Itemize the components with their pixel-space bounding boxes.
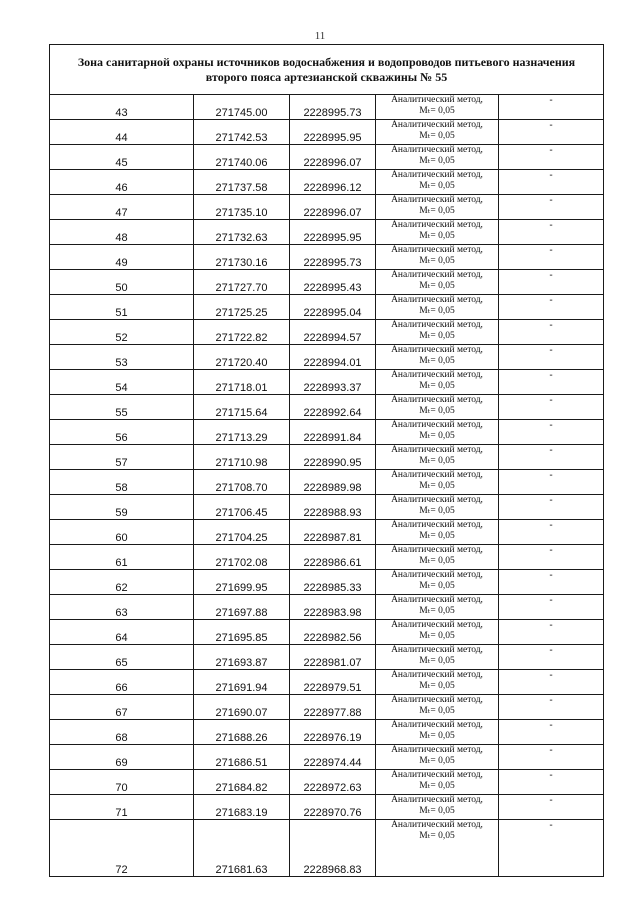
coordinate-y: 2228986.61 — [290, 545, 376, 570]
table-row — [50, 95, 604, 120]
method-name: Аналитический метод, — [391, 470, 483, 480]
method-name: Аналитический метод, — [391, 620, 483, 630]
coordinate-x: 271704.25 — [194, 520, 290, 545]
method-name: Аналитический метод, — [391, 670, 483, 680]
table-row — [50, 770, 604, 795]
table-row — [50, 570, 604, 595]
method-cell — [376, 770, 499, 795]
method-accuracy: Mₜ= 0,05 — [419, 506, 455, 516]
method-cell — [376, 645, 499, 670]
method-cell — [376, 570, 499, 595]
method-accuracy: Mₜ= 0,05 — [419, 381, 455, 391]
coordinate-x: 271681.63 — [194, 820, 290, 877]
coordinates-table — [49, 44, 604, 877]
coordinate-y: 2228996.12 — [290, 170, 376, 195]
accuracy-cell: - — [499, 545, 604, 570]
coordinate-x: 271695.85 — [194, 620, 290, 645]
table-row — [50, 670, 604, 695]
coordinate-y: 2228991.84 — [290, 420, 376, 445]
accuracy-cell: - — [499, 595, 604, 620]
method-accuracy: Mₜ= 0,05 — [419, 406, 455, 416]
point-number: 50 — [50, 270, 194, 295]
method-name: Аналитический метод, — [391, 545, 483, 555]
table-row — [50, 645, 604, 670]
method-cell — [376, 695, 499, 720]
method-name: Аналитический метод, — [391, 120, 483, 130]
accuracy-cell: - — [499, 345, 604, 370]
method-cell — [376, 270, 499, 295]
method-cell — [376, 395, 499, 420]
coordinate-x: 271683.19 — [194, 795, 290, 820]
method-name: Аналитический метод, — [391, 220, 483, 230]
page-number: 11 — [314, 30, 326, 42]
table-row — [50, 345, 604, 370]
accuracy-cell: - — [499, 195, 604, 220]
coordinate-x: 271688.26 — [194, 720, 290, 745]
method-name: Аналитический метод, — [391, 495, 483, 505]
table-row — [50, 820, 604, 877]
accuracy-cell: - — [499, 795, 604, 820]
accuracy-cell: - — [499, 645, 604, 670]
method-cell — [376, 445, 499, 470]
point-number: 53 — [50, 345, 194, 370]
table-row — [50, 745, 604, 770]
table-row — [50, 545, 604, 570]
point-number: 45 — [50, 145, 194, 170]
table-row — [50, 495, 604, 520]
method-cell — [376, 795, 499, 820]
method-name: Аналитический метод, — [391, 195, 483, 205]
point-number: 47 — [50, 195, 194, 220]
table-title-row — [50, 45, 604, 95]
table-row — [50, 720, 604, 745]
method-cell — [376, 620, 499, 645]
table-row — [50, 145, 604, 170]
method-cell — [376, 170, 499, 195]
table-row — [50, 695, 604, 720]
point-number: 58 — [50, 470, 194, 495]
accuracy-cell: - — [499, 445, 604, 470]
method-cell — [376, 820, 499, 877]
method-accuracy: Mₜ= 0,05 — [419, 581, 455, 591]
method-name: Аналитический метод, — [391, 720, 483, 730]
method-cell — [376, 145, 499, 170]
point-number: 52 — [50, 320, 194, 345]
accuracy-cell: - — [499, 520, 604, 545]
method-accuracy: Mₜ= 0,05 — [419, 106, 455, 116]
coordinate-y: 2228989.98 — [290, 470, 376, 495]
coordinate-y: 2228972.63 — [290, 770, 376, 795]
method-accuracy: Mₜ= 0,05 — [419, 806, 455, 816]
table-row — [50, 620, 604, 645]
method-cell — [376, 495, 499, 520]
method-accuracy: Mₜ= 0,05 — [419, 206, 455, 216]
point-number: 51 — [50, 295, 194, 320]
method-accuracy: Mₜ= 0,05 — [419, 706, 455, 716]
coordinate-y: 2228983.98 — [290, 595, 376, 620]
coordinate-x: 271693.87 — [194, 645, 290, 670]
accuracy-cell: - — [499, 770, 604, 795]
coordinate-x: 271686.51 — [194, 745, 290, 770]
accuracy-cell: - — [499, 220, 604, 245]
method-accuracy: Mₜ= 0,05 — [419, 556, 455, 566]
method-accuracy: Mₜ= 0,05 — [419, 156, 455, 166]
coordinate-x: 271725.25 — [194, 295, 290, 320]
coordinate-y: 2228977.88 — [290, 695, 376, 720]
method-cell — [376, 245, 499, 270]
coordinate-x: 271722.82 — [194, 320, 290, 345]
method-cell — [376, 470, 499, 495]
point-number: 72 — [50, 820, 194, 877]
point-number: 59 — [50, 495, 194, 520]
method-name: Аналитический метод, — [391, 370, 483, 380]
method-accuracy: Mₜ= 0,05 — [419, 431, 455, 441]
method-accuracy: Mₜ= 0,05 — [419, 231, 455, 241]
coordinate-y: 2228968.83 — [290, 820, 376, 877]
method-accuracy: Mₜ= 0,05 — [419, 781, 455, 791]
coordinate-y: 2228995.95 — [290, 220, 376, 245]
accuracy-cell: - — [499, 495, 604, 520]
method-cell — [376, 545, 499, 570]
method-accuracy: Mₜ= 0,05 — [419, 456, 455, 466]
accuracy-cell: - — [499, 370, 604, 395]
method-name: Аналитический метод, — [391, 95, 483, 105]
method-cell — [376, 720, 499, 745]
coordinate-y: 2228981.07 — [290, 645, 376, 670]
method-name: Аналитический метод, — [391, 520, 483, 530]
method-accuracy: Mₜ= 0,05 — [419, 281, 455, 291]
method-name: Аналитический метод, — [391, 245, 483, 255]
accuracy-cell: - — [499, 295, 604, 320]
accuracy-cell: - — [499, 145, 604, 170]
coordinate-y: 2228995.43 — [290, 270, 376, 295]
coordinate-x: 271730.16 — [194, 245, 290, 270]
coordinate-x: 271710.98 — [194, 445, 290, 470]
method-cell — [376, 95, 499, 120]
table-title-line-1: Зона санитарной охраны источников водоснабжения и водопроводов питьевого назначения — [77, 54, 576, 69]
coordinate-y: 2228979.51 — [290, 670, 376, 695]
coordinate-y: 2228995.95 — [290, 120, 376, 145]
method-cell — [376, 370, 499, 395]
coordinate-y: 2228985.33 — [290, 570, 376, 595]
table-row — [50, 120, 604, 145]
coordinate-y: 2228976.19 — [290, 720, 376, 745]
accuracy-cell: - — [499, 420, 604, 445]
coordinate-y: 2228994.01 — [290, 345, 376, 370]
accuracy-cell: - — [499, 745, 604, 770]
point-number: 63 — [50, 595, 194, 620]
method-name: Аналитический метод, — [391, 745, 483, 755]
table-title — [50, 45, 604, 95]
coordinate-y: 2228970.76 — [290, 795, 376, 820]
table-row — [50, 270, 604, 295]
coordinate-x: 271708.70 — [194, 470, 290, 495]
table-title-line-2: второго пояса артезианской скважины № 55 — [205, 69, 448, 84]
table-row — [50, 795, 604, 820]
method-accuracy: Mₜ= 0,05 — [419, 181, 455, 191]
method-accuracy: Mₜ= 0,05 — [419, 256, 455, 266]
point-number: 71 — [50, 795, 194, 820]
point-number: 70 — [50, 770, 194, 795]
point-number: 44 — [50, 120, 194, 145]
method-name: Аналитический метод, — [391, 820, 483, 830]
method-name: Аналитический метод, — [391, 645, 483, 655]
coordinate-y: 2228996.07 — [290, 145, 376, 170]
table-row — [50, 195, 604, 220]
method-name: Аналитический метод, — [391, 695, 483, 705]
point-number: 67 — [50, 695, 194, 720]
coordinate-y: 2228987.81 — [290, 520, 376, 545]
table-row — [50, 295, 604, 320]
method-cell — [376, 670, 499, 695]
accuracy-cell: - — [499, 820, 604, 877]
accuracy-cell: - — [499, 695, 604, 720]
method-name: Аналитический метод, — [391, 345, 483, 355]
coordinate-x: 271737.58 — [194, 170, 290, 195]
coordinate-y: 2228992.64 — [290, 395, 376, 420]
table-row — [50, 220, 604, 245]
point-number: 66 — [50, 670, 194, 695]
coordinate-y: 2228990.95 — [290, 445, 376, 470]
point-number: 64 — [50, 620, 194, 645]
table-row — [50, 395, 604, 420]
accuracy-cell: - — [499, 270, 604, 295]
accuracy-cell: - — [499, 120, 604, 145]
method-accuracy: Mₜ= 0,05 — [419, 481, 455, 491]
point-number: 65 — [50, 645, 194, 670]
method-name: Аналитический метод, — [391, 420, 483, 430]
table-row — [50, 520, 604, 545]
method-accuracy: Mₜ= 0,05 — [419, 306, 455, 316]
accuracy-cell: - — [499, 470, 604, 495]
coordinate-x: 271715.64 — [194, 395, 290, 420]
method-name: Аналитический метод, — [391, 295, 483, 305]
table-row — [50, 320, 604, 345]
accuracy-cell: - — [499, 320, 604, 345]
method-accuracy: Mₜ= 0,05 — [419, 131, 455, 141]
method-accuracy: Mₜ= 0,05 — [419, 656, 455, 666]
method-name: Аналитический метод, — [391, 445, 483, 455]
table-row — [50, 420, 604, 445]
method-cell — [376, 295, 499, 320]
method-accuracy: Mₜ= 0,05 — [419, 756, 455, 766]
coordinate-x: 271720.40 — [194, 345, 290, 370]
coordinate-x: 271706.45 — [194, 495, 290, 520]
coordinate-x: 271713.29 — [194, 420, 290, 445]
coordinate-y: 2228974.44 — [290, 745, 376, 770]
method-cell — [376, 195, 499, 220]
table-row — [50, 170, 604, 195]
coordinate-x: 271691.94 — [194, 670, 290, 695]
method-cell — [376, 595, 499, 620]
coordinate-x: 271735.10 — [194, 195, 290, 220]
point-number: 43 — [50, 95, 194, 120]
method-cell — [376, 420, 499, 445]
point-number: 69 — [50, 745, 194, 770]
method-cell — [376, 120, 499, 145]
coordinate-y: 2228996.07 — [290, 195, 376, 220]
method-accuracy: Mₜ= 0,05 — [419, 531, 455, 541]
method-cell — [376, 520, 499, 545]
coordinate-y: 2228988.93 — [290, 495, 376, 520]
point-number: 68 — [50, 720, 194, 745]
method-name: Аналитический метод, — [391, 770, 483, 780]
method-accuracy: Mₜ= 0,05 — [419, 356, 455, 366]
coordinate-y: 2228995.04 — [290, 295, 376, 320]
method-name: Аналитический метод, — [391, 145, 483, 155]
accuracy-cell: - — [499, 620, 604, 645]
method-accuracy: Mₜ= 0,05 — [419, 731, 455, 741]
coordinate-y: 2228982.56 — [290, 620, 376, 645]
table-row — [50, 595, 604, 620]
point-number: 57 — [50, 445, 194, 470]
coordinate-x: 271732.63 — [194, 220, 290, 245]
accuracy-cell: - — [499, 95, 604, 120]
point-number: 56 — [50, 420, 194, 445]
method-cell — [376, 320, 499, 345]
coordinate-x: 271684.82 — [194, 770, 290, 795]
method-accuracy: Mₜ= 0,05 — [419, 681, 455, 691]
point-number: 62 — [50, 570, 194, 595]
coordinate-x: 271727.70 — [194, 270, 290, 295]
accuracy-cell: - — [499, 245, 604, 270]
method-accuracy: Mₜ= 0,05 — [419, 831, 455, 841]
coordinate-y: 2228995.73 — [290, 95, 376, 120]
method-cell — [376, 745, 499, 770]
coordinate-x: 271740.06 — [194, 145, 290, 170]
point-number: 55 — [50, 395, 194, 420]
coordinate-y: 2228993.37 — [290, 370, 376, 395]
table-row — [50, 445, 604, 470]
coordinate-x: 271690.07 — [194, 695, 290, 720]
method-cell — [376, 345, 499, 370]
point-number: 61 — [50, 545, 194, 570]
point-number: 48 — [50, 220, 194, 245]
coordinate-y: 2228994.57 — [290, 320, 376, 345]
method-accuracy: Mₜ= 0,05 — [419, 606, 455, 616]
method-name: Аналитический метод, — [391, 270, 483, 280]
method-accuracy: Mₜ= 0,05 — [419, 331, 455, 341]
accuracy-cell: - — [499, 720, 604, 745]
accuracy-cell: - — [499, 670, 604, 695]
accuracy-cell: - — [499, 395, 604, 420]
table-row — [50, 370, 604, 395]
method-name: Аналитический метод, — [391, 320, 483, 330]
coordinate-x: 271699.95 — [194, 570, 290, 595]
coordinate-x: 271697.88 — [194, 595, 290, 620]
coordinate-x: 271742.53 — [194, 120, 290, 145]
coordinate-y: 2228995.73 — [290, 245, 376, 270]
method-cell — [376, 220, 499, 245]
point-number: 49 — [50, 245, 194, 270]
point-number: 54 — [50, 370, 194, 395]
table-row — [50, 470, 604, 495]
accuracy-cell: - — [499, 570, 604, 595]
method-name: Аналитический метод, — [391, 570, 483, 580]
method-accuracy: Mₜ= 0,05 — [419, 631, 455, 641]
method-name: Аналитический метод, — [391, 170, 483, 180]
coordinate-x: 271702.08 — [194, 545, 290, 570]
method-name: Аналитический метод, — [391, 395, 483, 405]
method-name: Аналитический метод, — [391, 595, 483, 605]
coordinate-x: 271718.01 — [194, 370, 290, 395]
point-number: 60 — [50, 520, 194, 545]
table-row — [50, 245, 604, 270]
point-number: 46 — [50, 170, 194, 195]
method-name: Аналитический метод, — [391, 795, 483, 805]
accuracy-cell: - — [499, 170, 604, 195]
coordinate-x: 271745.00 — [194, 95, 290, 120]
